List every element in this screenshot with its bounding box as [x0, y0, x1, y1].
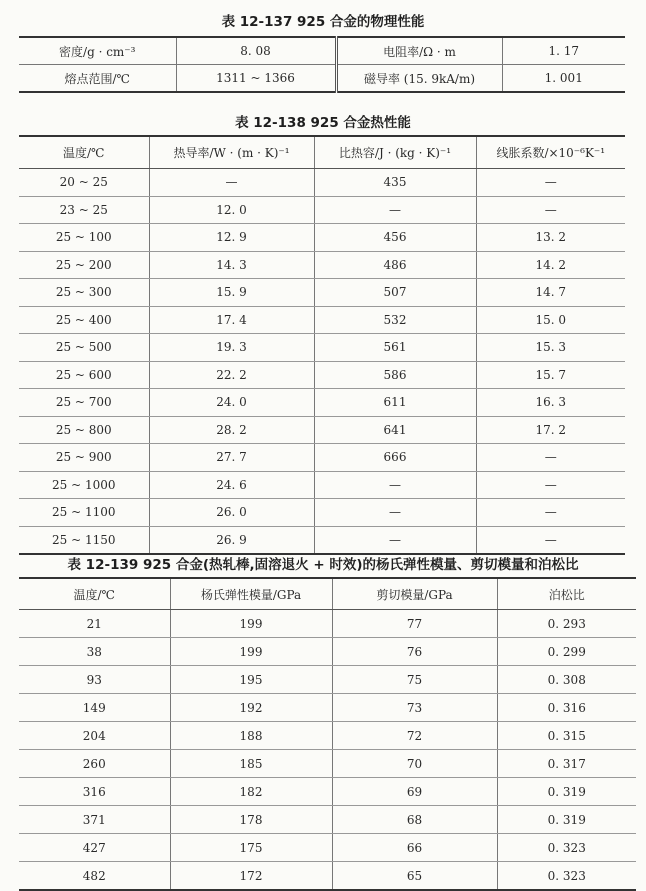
table-cell: 0. 317: [497, 750, 636, 778]
property-label: 磁导率 (15. 9kA/m): [336, 65, 502, 93]
table-cell: 70: [332, 750, 497, 778]
table-cell: —: [476, 499, 625, 527]
table-139-caption: 表 12-139 925 合金(热轧棒,固溶退火 + 时效)的杨氏弹性模量、剪切模量和泊松比: [67, 557, 579, 573]
property-value: 8. 08: [176, 37, 336, 65]
table-cell: 75: [332, 666, 497, 694]
table-cell: 192: [170, 694, 332, 722]
table-cell: 25 ~ 800: [19, 416, 149, 444]
table-cell: 15. 3: [476, 334, 625, 362]
table-cell: 25 ~ 400: [19, 306, 149, 334]
table-cell: 427: [19, 834, 170, 862]
table-cell: 25 ~ 600: [19, 361, 149, 389]
table-cell: 195: [170, 666, 332, 694]
table-row: [19, 224, 625, 252]
table-row: [19, 610, 636, 638]
column-header: 热导率/W · (m · K)⁻¹: [149, 136, 314, 169]
table-cell: 178: [170, 806, 332, 834]
column-header: 杨氏弹性模量/GPa: [170, 578, 332, 610]
table-cell: 486: [314, 251, 476, 279]
table-cell: 25 ~ 1150: [19, 526, 149, 554]
table-row: [19, 444, 625, 472]
table-cell: 23 ~ 25: [19, 196, 149, 224]
table-cell: 27. 7: [149, 444, 314, 472]
table-cell: 185: [170, 750, 332, 778]
table-cell: 316: [19, 778, 170, 806]
table-cell: 19. 3: [149, 334, 314, 362]
table-cell: 17. 4: [149, 306, 314, 334]
table-cell: —: [314, 526, 476, 554]
table-cell: 17. 2: [476, 416, 625, 444]
table-cell: 28. 2: [149, 416, 314, 444]
table-row: [19, 499, 625, 527]
table-cell: 0. 323: [547, 868, 586, 883]
table-cell: —: [314, 196, 476, 224]
table-cell: 25 ~ 300: [19, 279, 149, 307]
table-cell: 456: [314, 224, 476, 252]
table-cell: 15. 9: [149, 279, 314, 307]
property-value: 1311 ~ 1366: [176, 65, 336, 93]
table-138-caption: 表 12-138 925 合金热性能: [235, 115, 411, 131]
table-cell: 21: [19, 610, 170, 638]
table-cell: 13. 2: [476, 224, 625, 252]
table-cell: 0. 293: [497, 610, 636, 638]
table-137-caption: 表 12-137 925 合金的物理性能: [221, 14, 425, 30]
table-cell: 0. 316: [497, 694, 636, 722]
table-cell: —: [476, 196, 625, 224]
table-cell: 0. 319: [497, 778, 636, 806]
table-cell: 14. 7: [476, 279, 625, 307]
table-row: [19, 471, 625, 499]
table-cell: 25 ~ 200: [19, 251, 149, 279]
table-cell: —: [314, 499, 476, 527]
table-cell: 25 ~ 1100: [19, 499, 149, 527]
property-label: 熔点范围/℃: [19, 65, 176, 93]
table-cell: 0. 323: [497, 834, 636, 862]
table-cell: 0. 315: [497, 722, 636, 750]
table-cell: 93: [19, 666, 170, 694]
table-row: [19, 638, 636, 666]
table-cell: 15. 7: [476, 361, 625, 389]
table-cell: 435: [314, 169, 476, 197]
table-cell: 66: [332, 834, 497, 862]
table-cell: 188: [170, 722, 332, 750]
table-cell: 371: [19, 806, 170, 834]
thermal-properties-table: [19, 135, 625, 555]
table-cell: 24. 0: [149, 389, 314, 417]
table-cell: 172: [170, 862, 332, 891]
table-row: [19, 666, 636, 694]
table-row: [19, 306, 625, 334]
table-cell: 26. 9: [149, 526, 314, 554]
table-cell: 0. 319: [497, 806, 636, 834]
table-cell: 73: [332, 694, 497, 722]
table-row: [19, 37, 625, 65]
table-cell: 22. 2: [149, 361, 314, 389]
table-row: [19, 334, 625, 362]
property-value: 1. 17: [502, 37, 625, 65]
table-cell: 641: [314, 416, 476, 444]
table-row: [19, 526, 625, 554]
table-row: [19, 251, 625, 279]
elastic-modulus-table: [19, 577, 636, 891]
table-cell: 611: [314, 389, 476, 417]
column-header: 线胀系数/×10⁻⁶K⁻¹: [476, 136, 625, 169]
table-cell: 25 ~ 500: [19, 334, 149, 362]
table-cell: 12. 0: [149, 196, 314, 224]
property-label: 电阻率/Ω · m: [336, 37, 502, 65]
table-cell: 76: [332, 638, 497, 666]
table-cell: —: [544, 532, 557, 547]
table-row: [19, 279, 625, 307]
table-cell: 69: [332, 778, 497, 806]
table-cell: 25 ~ 700: [19, 389, 149, 417]
table-row: [19, 65, 625, 93]
table-cell: 38: [19, 638, 170, 666]
table-cell: 25 ~ 100: [19, 224, 149, 252]
table-cell: 182: [170, 778, 332, 806]
table-cell: 532: [314, 306, 476, 334]
table-row: [19, 750, 636, 778]
table-cell: 72: [332, 722, 497, 750]
table-cell: 14. 2: [476, 251, 625, 279]
table-row: [19, 416, 625, 444]
table-cell: 482: [19, 862, 170, 891]
table-row: [19, 361, 625, 389]
table-cell: 0. 299: [497, 638, 636, 666]
table-row: [19, 169, 625, 197]
table-cell: 25 ~ 1000: [19, 471, 149, 499]
table-row: [19, 778, 636, 806]
table-cell: 68: [332, 806, 497, 834]
table-cell: 24. 6: [149, 471, 314, 499]
table-cell: —: [476, 444, 625, 472]
table-cell: 15. 0: [476, 306, 625, 334]
column-header: 温度/℃: [19, 578, 170, 610]
table-cell: 25 ~ 900: [19, 444, 149, 472]
table-cell: 26. 0: [149, 499, 314, 527]
table-cell: 20 ~ 25: [19, 169, 149, 197]
physical-properties-table: [19, 36, 625, 93]
table-cell: 561: [314, 334, 476, 362]
table-row: [19, 196, 625, 224]
table-row: [19, 862, 636, 891]
table-cell: 666: [314, 444, 476, 472]
column-header: 温度/℃: [19, 136, 149, 169]
table-cell: 12. 9: [149, 224, 314, 252]
table-row: [19, 722, 636, 750]
table-cell: 260: [19, 750, 170, 778]
table-cell: 199: [170, 610, 332, 638]
table-row: [19, 806, 636, 834]
table-row: [19, 834, 636, 862]
table-cell: 149: [19, 694, 170, 722]
column-header: 比热容/J · (kg · K)⁻¹: [314, 136, 476, 169]
table-cell: —: [476, 169, 625, 197]
column-header: 剪切模量/GPa: [332, 578, 497, 610]
table-cell: 14. 3: [149, 251, 314, 279]
table-cell: 586: [314, 361, 476, 389]
table-cell: 65: [332, 862, 497, 891]
table-cell: —: [149, 169, 314, 197]
table-cell: 175: [170, 834, 332, 862]
property-label: 密度/g · cm⁻³: [19, 37, 176, 65]
table-cell: —: [314, 471, 476, 499]
table-row: [19, 389, 625, 417]
table-cell: 507: [314, 279, 476, 307]
table-cell: 16. 3: [476, 389, 625, 417]
table-cell: 77: [332, 610, 497, 638]
property-value: 1. 001: [544, 71, 583, 85]
table-cell: 0. 308: [497, 666, 636, 694]
table-cell: —: [476, 471, 625, 499]
column-header: 泊松比: [497, 578, 636, 610]
table-cell: 204: [19, 722, 170, 750]
table-row: [19, 694, 636, 722]
table-cell: 199: [170, 638, 332, 666]
